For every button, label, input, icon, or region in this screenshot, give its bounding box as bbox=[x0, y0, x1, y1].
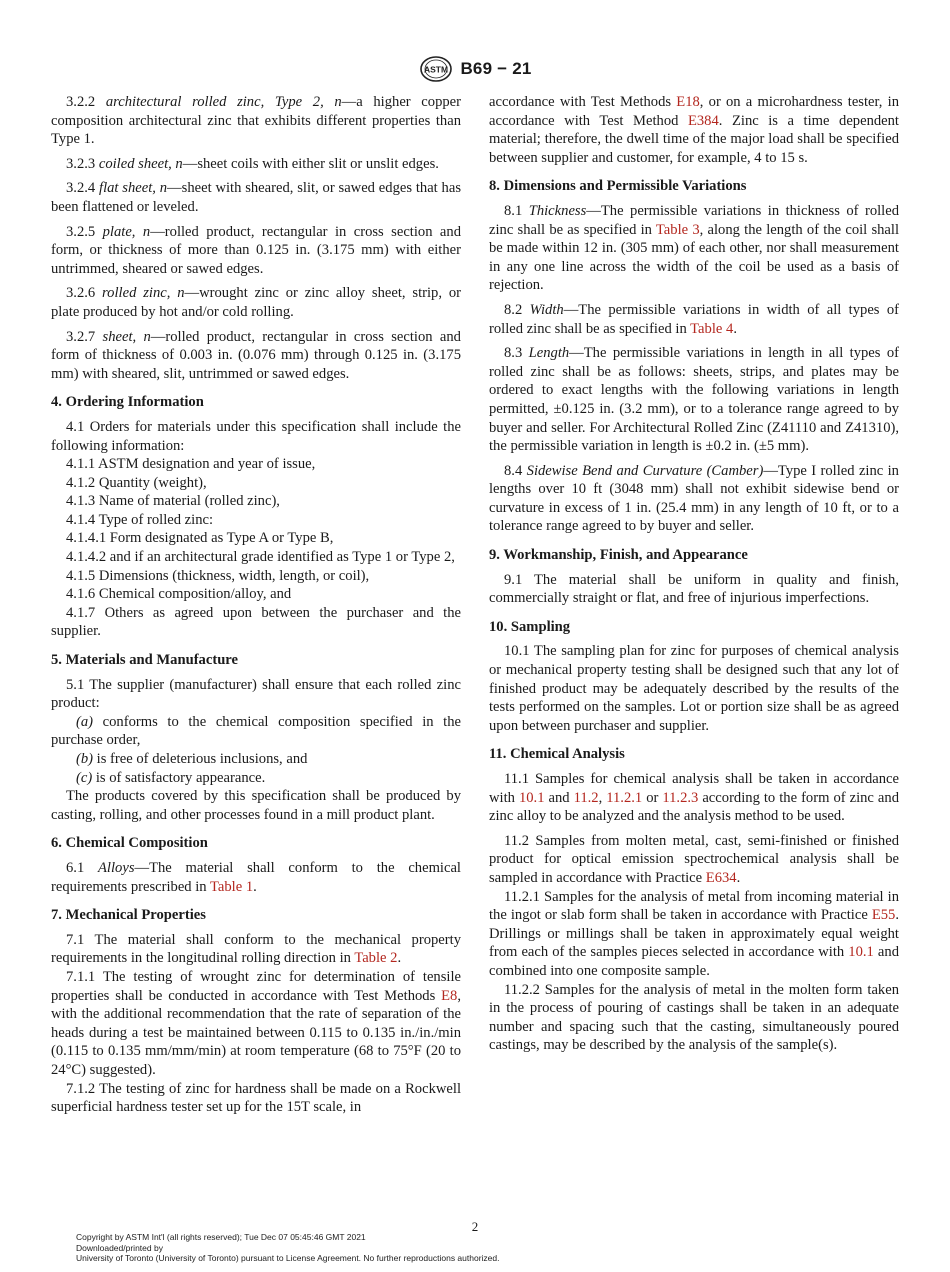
section-7-1: 7.1 The material shall conform to the mechanical property requirements in the longitudinal rolling direction in Table 2. bbox=[51, 931, 461, 967]
section-7-1-2: 7.1.2 The testing of zinc for hardness shall be made on a Rockwell superficial hardness tester set up for the 15T scale, in bbox=[51, 1080, 461, 1116]
heading-workmanship: 9. Workmanship, Finish, and Appearance bbox=[489, 547, 748, 564]
section-3-2-2: 3.2.2 architectural rolled zinc, Type 2, n—a higher copper composition architectural zinc that exhibits different properties than Type 1. bbox=[51, 94, 462, 148]
ref-10-1-link[interactable]: 10.1 bbox=[518, 789, 545, 806]
section-3-2-5: 3.2.5 plate, n—rolled product, rectangular in cross section and form, or thickness of more than 0.125 in. (3.175 mm) with either untrimmed, sheared or sawed edges. bbox=[51, 223, 461, 277]
section-4-1-1: 4.1.1 ASTM designation and year of issue, bbox=[66, 456, 316, 473]
section-4-1-6: 4.1.6 Chemical composition/alloy, and bbox=[66, 586, 292, 603]
heading-ordering-information: 4. Ordering Information bbox=[51, 394, 204, 411]
footer-line-2: Downloaded/printed by bbox=[76, 1242, 163, 1253]
section-10-1: 10.1 The sampling plan for zinc for purposes of chemical analysis or mechanical property testing shall be designed such that any lot of finished product may be adequately described by the results of the tests performed on the samples. Lot or portion size shall be as agreed upon between purchaser and supplier. bbox=[489, 643, 899, 734]
ref-11-2-link[interactable]: 11.2 bbox=[573, 789, 599, 806]
table-1-link[interactable]: Table 1 bbox=[210, 878, 254, 895]
section-8-1: 8.1 Thickness—The permissible variations in thickness of rolled zinc shall be as specified in Table 3, along the length of the coil shall be made within 12 in. (305 mm) of each other, nor shall measurement in any one line across the width of the coil be used as a basis of rejection. bbox=[489, 202, 900, 294]
section-4-1-2: 4.1.2 Quantity (weight), bbox=[66, 474, 207, 491]
right-column bbox=[489, 93, 899, 1055]
section-4-1-5: 4.1.5 Dimensions (thickness, width, length, or coil), bbox=[66, 567, 370, 584]
ref-11-2-3-link[interactable]: 11.2.3 bbox=[662, 789, 699, 806]
ref-10-1-link-2[interactable]: 10.1 bbox=[848, 944, 874, 961]
section-5-1: 5.1 The supplier (manufacturer) shall ensure that each rolled zinc product: bbox=[51, 676, 461, 712]
section-11-2-2: 11.2.2 Samples for the analysis of metal in the molten form taken in the process of pouring of castings shall be taken in an adequate number and spacing such that the casting, simultaneously poured castings, may be described by the analysis of the sample(s). bbox=[489, 981, 899, 1054]
table-3-link[interactable]: Table 3 bbox=[655, 221, 700, 238]
section-3-2-4: 3.2.4 flat sheet, n—sheet with sheared, slit, or sawed edges that has been flattened or leveled. bbox=[51, 180, 461, 215]
section-5-1-b: (b) is free of deleterious inclusions, and bbox=[76, 751, 308, 767]
section-7-1-1: 7.1.1 The testing of wrought zinc for determination of tensile properties shall be conducted in accordance with Test Methods E8, with the additional recommendation that the rate of separation of the heads during a test be maintained between 0.115 to 0.135 in./in./min (0.115 to 0.135 mm/mm/min) at room temperature (68 to 75°F (20 to 24°C) suggested). bbox=[51, 968, 461, 1078]
section-5-2: The products covered by this specification shall be produced by casting, rolling, and other processes found in a mill product plant. bbox=[51, 788, 461, 823]
section-3-2-3: 3.2.3 coiled sheet, n—sheet coils with either slit or unslit edges. bbox=[66, 155, 439, 172]
footer-line-1: Copyright by ASTM Int'l (all rights reserved); Tue Dec 07 05:45:46 GMT 2021 bbox=[76, 1232, 366, 1242]
table-4-link[interactable]: Table 4 bbox=[690, 320, 734, 337]
section-11-2: 11.2 Samples from molten metal, cast, semi-finished or finished product for optical emission spectrochemical analysis shall be sampled in accordance with Practice E634. bbox=[489, 832, 899, 886]
page-header bbox=[0, 56, 950, 82]
heading-dimensions: 8. Dimensions and Permissible Variations bbox=[489, 178, 747, 195]
e384-link[interactable]: E384 bbox=[687, 112, 719, 129]
section-8-2: 8.2 Width—The permissible variations in width of all types of rolled zinc shall be as specified in Table 4. bbox=[489, 301, 899, 337]
section-4-1-3: 4.1.3 Name of material (rolled zinc), bbox=[66, 493, 280, 510]
ref-11-2-1-link[interactable]: 11.2.1 bbox=[606, 789, 643, 806]
standard-designation: B69 − 21 bbox=[460, 59, 532, 78]
heading-materials-manufacture: 5. Materials and Manufacture bbox=[51, 652, 238, 669]
section-5-1-c: (c) is of satisfactory appearance. bbox=[76, 769, 266, 786]
astm-logo-icon bbox=[418, 56, 454, 82]
section-4-1-4-1: 4.1.4.1 Form designated as Type A or Type B, bbox=[66, 530, 334, 547]
e18-link[interactable]: E18 bbox=[676, 94, 700, 110]
copyright-footer bbox=[76, 1232, 500, 1264]
left-column bbox=[51, 93, 461, 1117]
section-4-1-4: 4.1.4 Type of rolled zinc: bbox=[66, 511, 214, 528]
section-9-1: 9.1 The material shall be uniform in quality and finish, commercially straight or flat, and free of injurious imperfections. bbox=[489, 571, 899, 607]
page-number: 2 bbox=[471, 1219, 479, 1234]
section-6-1: 6.1 Alloys—The material shall conform to the chemical requirements prescribed in Table 1. bbox=[51, 859, 461, 895]
section-3-2-7: 3.2.7 sheet, n—rolled product, rectangular in cross section and form of thickness of 0.003 in. (0.076 mm) through 0.125 in. (3.175 mm) with sheared, slit, untrimmed or sawed edges. bbox=[51, 328, 461, 382]
heading-chemical-analysis: 11. Chemical Analysis bbox=[489, 746, 625, 763]
section-3-2-6: 3.2.6 rolled zinc, n—wrought zinc or zinc alloy sheet, strip, or plate produced by hot and/or cold rolling. bbox=[51, 285, 462, 320]
heading-chemical-composition: 6. Chemical Composition bbox=[51, 835, 208, 852]
e634-link[interactable]: E634 bbox=[705, 869, 737, 886]
footer-line-3: University of Toronto (University of Toronto) pursuant to License Agreement. No further reproductions authorized. bbox=[76, 1253, 500, 1264]
section-7-1-2-continued: accordance with Test Methods E18, or on a microhardness tester, in accordance with Test Method E384. Zinc is a time dependent material; therefore, the dwell time of the major load shall be specified between supplier and customer, for example, 4 to 15 s. bbox=[489, 94, 899, 166]
section-8-3: 8.3 Length—The permissible variations in length in all types of rolled zinc shall be as follows: sheets, strips, and plates may be ordered to exact lengths with the following variations in length permitted, ±0.125 in. (3.2 mm), or to a tolerance range agreed to by buyer and seller. For Architectural Rolled Zinc (Z41110 and Z41310), the permissible variation in length is ±0.2 in. (±5 mm). bbox=[489, 345, 899, 455]
section-4-1-4-2: 4.1.4.2 and if an architectural grade identified as Type 1 or Type 2, bbox=[66, 549, 455, 566]
section-5-1-a: (a) conforms to the chemical composition specified in the purchase order, bbox=[51, 713, 461, 749]
section-4-1-7: 4.1.7 Others as agreed upon between the purchaser and the supplier. bbox=[51, 604, 461, 640]
svg-text:ASTM: ASTM bbox=[424, 64, 449, 75]
heading-sampling: 10. Sampling bbox=[489, 618, 571, 635]
section-4-1: 4.1 Orders for materials under this specification shall include the following information: bbox=[51, 418, 461, 454]
e55-link[interactable]: E55 bbox=[871, 907, 896, 924]
e8-link[interactable]: E8 bbox=[441, 987, 458, 1004]
section-11-1: 11.1 Samples for chemical analysis shall be taken in accordance with 10.1 and 11.2, 11.2.1 or 11.2.3 according to the form of zinc and zinc alloy to be analyzed and the analysis method to be used. bbox=[489, 771, 899, 825]
heading-mechanical-properties: 7. Mechanical Properties bbox=[51, 907, 206, 924]
section-11-2-1: 11.2.1 Samples for the analysis of metal from incoming material in the ingot or slab form shall be taken in accordance with Practice E55. Drillings or millings shall be taken in approximately equal weight from each of the samples pieces selected in accordance with 10.1 and combined into one composite sample. bbox=[489, 888, 899, 979]
section-8-4: 8.4 Sidewise Bend and Curvature (Camber)—Type I rolled zinc in lengths over 10 ft (3048 mm) shall not exhibit sidewise bend or curvature in excess of 1 in. (25.4 mm) in any length of 10 ft, or to a tolerance range agreed to by buyer and seller. bbox=[489, 462, 899, 535]
table-2-link[interactable]: Table 2 bbox=[354, 950, 398, 967]
